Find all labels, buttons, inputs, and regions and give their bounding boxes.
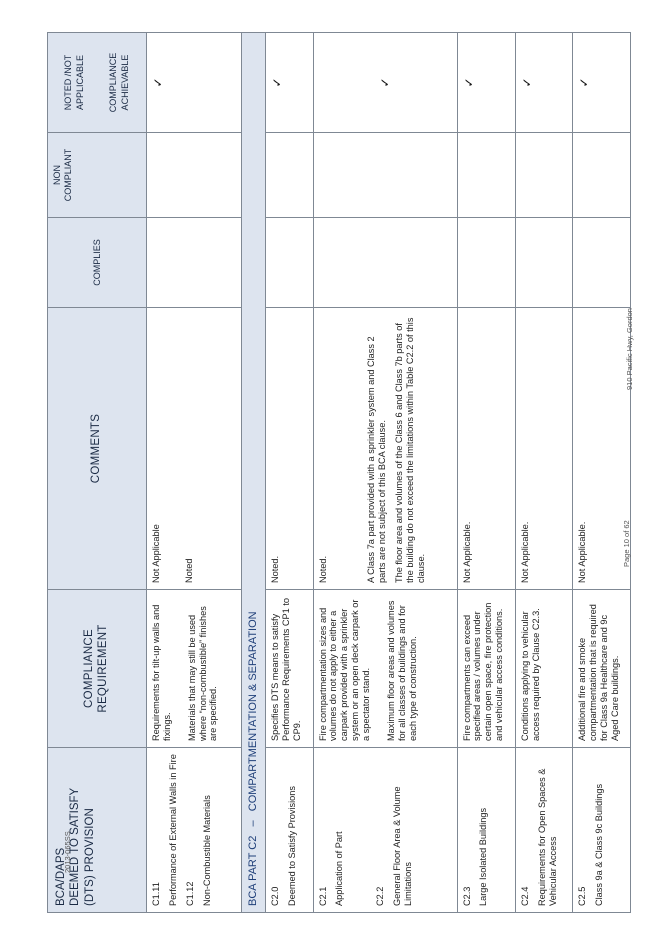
- clause-title: Non-Combustible Materials: [201, 795, 212, 906]
- clause-code: C2.4: [519, 886, 530, 906]
- provision-cell: [313, 748, 457, 913]
- header-status-stack-2: [48, 33, 147, 133]
- requirement-text: Fire compartments can exceed specified areas / volumes under certain open space, fire protection and vehicular access conditions.: [461, 602, 505, 741]
- noted-cell: [515, 33, 572, 133]
- compliance-table-page: [47, 33, 620, 913]
- tick-icon: ✓: [377, 77, 392, 88]
- requirement-cell: [265, 590, 313, 748]
- header-non-compliant: NON COMPLIANT: [52, 148, 74, 202]
- header-noted: NOTED /NOT APPLICABLE: [63, 54, 85, 111]
- section-heading-row: [242, 33, 266, 913]
- document-reference: 2013-065SS: [63, 831, 72, 873]
- non-compliant-cell: [457, 133, 515, 218]
- clause-title: Deemed to Satisfy Provisions: [286, 786, 297, 906]
- comment-text: Not Applicable: [151, 524, 161, 583]
- clause-code: C2.3: [461, 886, 472, 906]
- table-row: [265, 33, 313, 913]
- section-heading: BCA PART C2 – COMPARTMENTATION & SEPARATION: [242, 33, 266, 913]
- clause-title: Requirements for Open Spaces & Vehicular Access: [536, 768, 558, 906]
- comments-cell: [313, 308, 457, 590]
- provision-cell: [147, 748, 242, 913]
- comment-text: A Class 7a part provided with a sprinkler system and Class 2 parts are not subject of this BCA clause.: [366, 336, 388, 583]
- header-requirement: COMPLIANCE REQUIREMENT: [48, 590, 147, 748]
- header-status-stack: [48, 133, 147, 218]
- noted-cell: [313, 33, 457, 133]
- tick-icon: ✓: [519, 77, 534, 88]
- non-compliant-cell: [313, 133, 457, 218]
- clause-title: General Floor Area & Volume Limitations: [392, 786, 413, 906]
- complies-cell: [515, 218, 572, 308]
- requirement-cell: [572, 590, 630, 748]
- non-compliant-cell: [265, 133, 313, 218]
- clause-title: Class 9a & Class 9c Buildings: [593, 783, 604, 906]
- clause-code: C2.1: [317, 886, 328, 906]
- complies-cell: [457, 218, 515, 308]
- provision-cell: [515, 748, 572, 913]
- comment-text: Not Applicable.: [576, 521, 587, 583]
- noted-cell: [265, 33, 313, 133]
- requirement-cell: [147, 590, 242, 748]
- requirement-cell: [457, 590, 515, 748]
- comments-cell: [515, 308, 572, 590]
- clause-title: Application of Part: [334, 831, 345, 906]
- tick-icon: ✓: [269, 77, 284, 88]
- table-row: [147, 33, 242, 913]
- comment-text: Noted: [183, 558, 194, 583]
- requirement-text: Conditions applying to vehicular access required by Clause C2.3.: [519, 608, 541, 741]
- tick-icon: ✓: [576, 77, 591, 88]
- comments-cell: [265, 308, 313, 590]
- complies-cell: [313, 218, 457, 308]
- clause-code: C2.5: [576, 886, 587, 906]
- tick-icon: ✓: [151, 77, 165, 88]
- comment-text: The floor area and volumes of the Class 6 and Class 7b parts of the building do not exceed the limitations within Table C2.2 of this clause.: [394, 317, 426, 583]
- table-header-row: [48, 33, 147, 913]
- comment-text: Noted.: [269, 555, 280, 583]
- noted-cell: [572, 33, 630, 133]
- requirement-text: Requirements for tilt-up walls and fixings.: [151, 604, 172, 741]
- site-address: 910 Pacific Hwy, Gordon: [625, 308, 634, 390]
- clause-title: Performance of External Walls in Fire: [167, 754, 178, 906]
- clause-title: Large Isolated Buildings: [478, 807, 489, 906]
- comment-text: Not Applicable.: [461, 521, 472, 583]
- page-number: Page 10 of 62: [622, 520, 631, 567]
- requirement-text: Maximum floor areas and volumes for all classes of buildings and for each type of construction.: [385, 600, 418, 741]
- header-provision: BCA/DAPS DEEMED TO SATISFY (DTS) PROVISION: [48, 748, 147, 913]
- requirement-text: Specifies DTS means to satisfy Performance Requirements CP1 to CP9.: [269, 598, 302, 741]
- non-compliant-cell: [147, 133, 242, 218]
- comment-text: Noted.: [317, 555, 328, 583]
- provision-cell: [457, 748, 515, 913]
- clause-code: C1.12: [184, 881, 195, 906]
- comments-cell: [147, 308, 242, 590]
- complies-cell: [147, 218, 242, 308]
- noted-cell: [457, 33, 515, 133]
- provision-cell: [572, 748, 630, 913]
- header-achievable: COMPLIANCE ACHIEVABLE: [108, 52, 130, 113]
- requirement-cell: [313, 590, 457, 748]
- provision-cell: [265, 748, 313, 913]
- comment-text: Not Applicable.: [519, 521, 530, 583]
- table-row: [457, 33, 515, 913]
- table-row: [515, 33, 572, 913]
- table-row: [572, 33, 630, 913]
- table-row: [313, 33, 457, 913]
- tick-icon: ✓: [461, 77, 476, 88]
- requirement-text: Materials that may still be used where “non-combustible” finishes are specified.: [186, 606, 219, 741]
- comments-cell: [457, 308, 515, 590]
- compliance-table: [47, 32, 631, 913]
- requirement-cell: [515, 590, 572, 748]
- non-compliant-cell: [515, 133, 572, 218]
- requirement-text: Fire compartmentation sizes and volumes do not apply to either a carpark provided with a sprinkler system or an open deck carpark or a spectator stand.: [317, 599, 371, 741]
- complies-cell: [572, 218, 630, 308]
- header-comments: COMMENTS: [48, 308, 147, 590]
- header-complies: COMPLIES: [48, 218, 147, 308]
- clause-code: C2.0: [269, 886, 280, 906]
- non-compliant-cell: [572, 133, 630, 218]
- clause-code: C1.11: [151, 882, 161, 906]
- requirement-text: Additional fire and smoke compartmentation that is required for Class 9a Healthcare and 9c Aged Care buildings.: [576, 604, 620, 741]
- clause-code: C2.2: [375, 886, 386, 906]
- complies-cell: [265, 218, 313, 308]
- noted-cell: [147, 33, 242, 133]
